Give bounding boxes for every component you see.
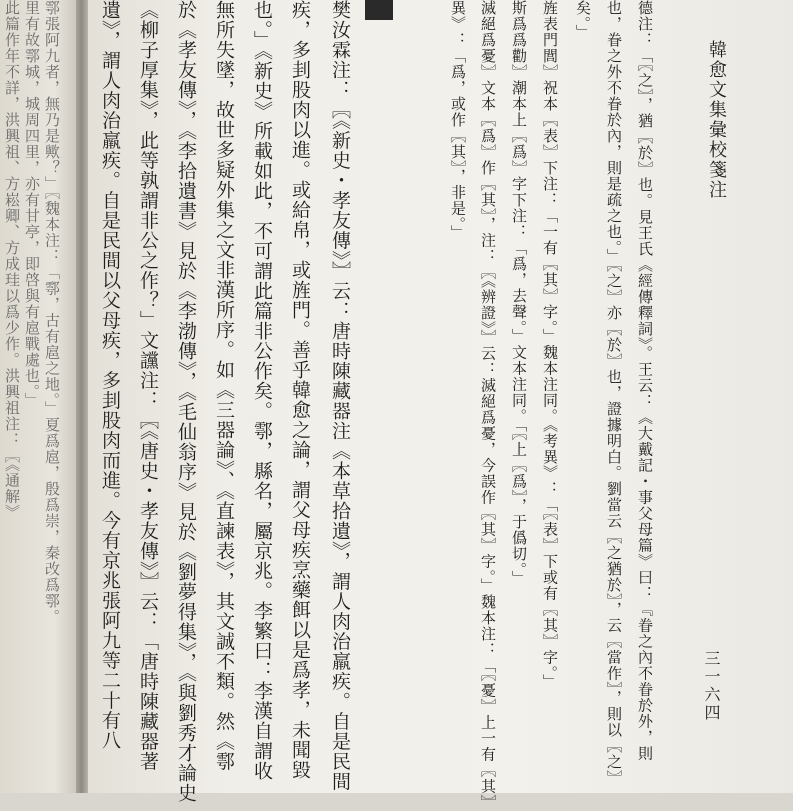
note-column: 也，眷之外不眷於內，則是疏之也。」〖之〗亦〖於〗也，證據明白。劉當云〖之猶於〗，云〖當作〗，則以〖之〗 — [605, 0, 623, 786]
text-column: 鄠張阿九者，無乃是歟？」〖魏本注：「鄠，古有扈之地。」夏爲扈，殷爲崇，秦改爲鄠。 — [43, 0, 61, 625]
text-column: 疾，多刲股肉以進。或給帛，或旌門。善乎韓愈之論，謂父母疾烹藥餌以是爲孝，未聞毀 — [289, 0, 311, 780]
page-number: 三一六四 — [702, 650, 721, 722]
text-column: 此篇作年不詳，洪興祖、方崧卿、方成珪以爲少作。洪興祖注：〖《通解》 — [3, 0, 21, 521]
text-column: 樊汝霖注：〖《新史・孝友傳》〗云：唐時陳藏器注《本草拾遺》，謂人肉治羸疾。自是民間 — [329, 0, 351, 792]
text-column: 無所失墜，故世多疑外集之文非漢所序。如《三器論》、《直諫表》，其文誠不類。然《鄠 — [213, 0, 235, 772]
note-column: 矣。」 — [574, 0, 592, 41]
text-column: 於《孝友傳》，《李拾遺書》見於《李渤傳》，《毛仙翁序》見於《劉夢得集》，《與劉秀才論史 — [175, 0, 197, 803]
section-marker — [365, 0, 393, 20]
note-column: 斯爲爲勸〗潮本上〖爲〗字下注：「爲，去聲。」文本注同。「〖上〖爲〗，于僞切。」 — [510, 0, 528, 587]
text-column: 《柳子厚集》，此等孰謂非公之作？」文讜注：〖《唐史・孝友傳》〗云：「唐時陳藏器著 — [137, 0, 159, 772]
text-column: 也。」《新史》所載如此，不可謂此篇非公作矣。鄠，縣名，屬京兆。李繁曰：李漢自謂收 — [251, 0, 273, 781]
note-column: 德注：「〖之〗，猶〖於〗也。見王氏《經傳釋詞》。王云：《大戴記・事父母篇》曰：『眷之內不眷於外，則 — [636, 0, 654, 762]
book-title: 韓愈文集彙校箋注 — [706, 40, 727, 200]
note-column: 異》：「爲，或作〖其〗，非是。」 — [449, 0, 467, 241]
note-column: 旌表門閭〗祝本〖表〗下注：「一有〖其〗字。」魏本注同。《考異》：「〖表〗下或有〖其〗字。」 — [541, 0, 559, 690]
text-column: 里有故鄠城，城周四里，亦有甘亭，即啓與有扈戰處也。」 — [23, 0, 41, 409]
text-column: 遺》，謂人肉治羸疾。自是民間以父母疾，多刲股肉而進。今有京兆張阿九等二十有八 — [99, 0, 121, 751]
note-column: 滅絕爲憂〗文本〖爲〗作〖其〗，注：〖《辨證》〗云：滅絕爲憂，今誤作〖其〗字。」魏本注：「〖憂〗上一有〖其〗 — [479, 0, 497, 811]
